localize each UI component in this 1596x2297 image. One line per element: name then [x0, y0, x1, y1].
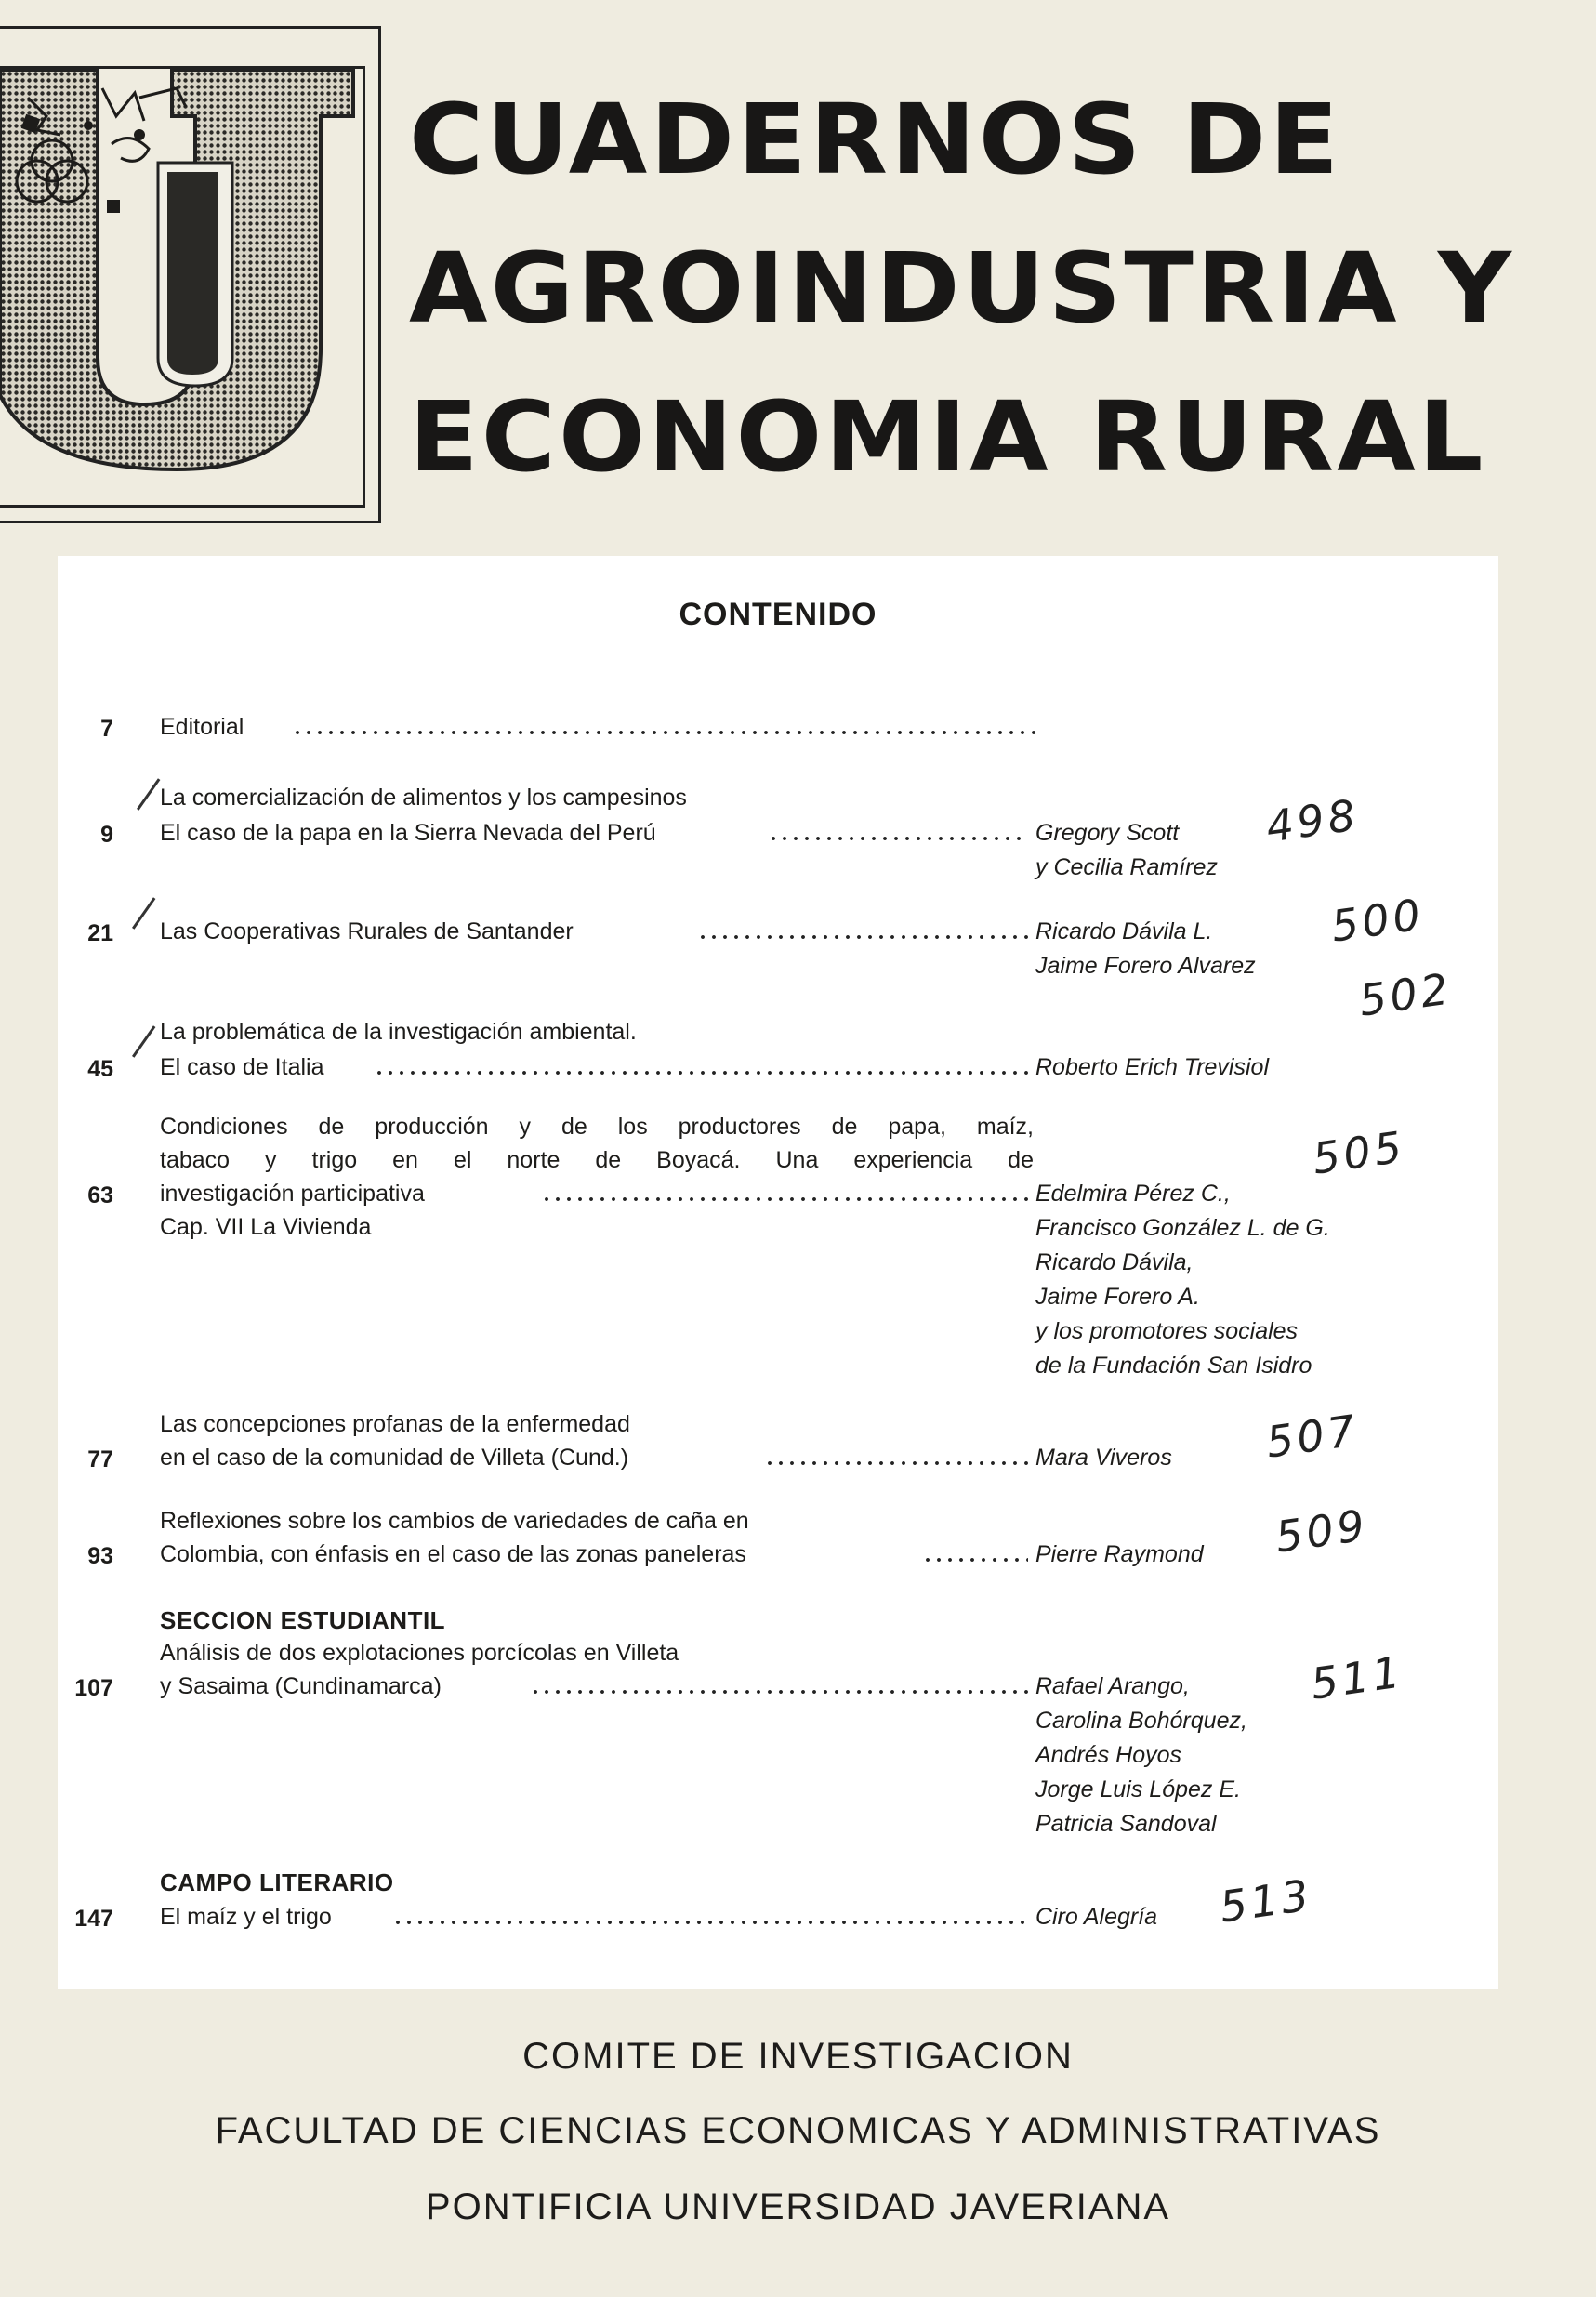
entry-title: La comercialización de alimentos y los campesinos [160, 785, 687, 811]
entry-author: Ciro Alegría [1035, 1904, 1158, 1930]
entry-title: El caso de Italia [160, 1054, 324, 1080]
dot-leader [768, 829, 1028, 848]
handwritten-number: 498 [1262, 789, 1363, 852]
section-heading: SECCION ESTUDIANTIL [160, 1606, 446, 1634]
entry-page-number: 77 [87, 1446, 113, 1472]
check-mark [132, 897, 155, 929]
entry-author: Gregory Scott [1035, 820, 1180, 846]
entry-title: Análisis de dos explotaciones porcícolas en Villeta [160, 1640, 679, 1666]
section-heading: CAMPO LITERARIO [160, 1868, 394, 1896]
entry-author: y Cecilia Ramírez [1035, 854, 1218, 880]
dot-leader [392, 1913, 1028, 1932]
entry-author: Ricardo Dávila, [1035, 1249, 1194, 1275]
entry-title: Las Cooperativas Rurales de Santander [160, 918, 574, 944]
entry-title: Editorial [160, 714, 244, 740]
entry-title: Reflexiones sobre los cambios de variedades de caña en [160, 1508, 749, 1534]
check-mark [132, 1025, 155, 1057]
handwritten-number: 513 [1216, 1869, 1316, 1933]
dot-leader [530, 1683, 1028, 1701]
journal-title [409, 65, 1596, 511]
entry-title: El maíz y el trigo [160, 1904, 332, 1930]
entry-author: Francisco González L. de G. [1035, 1215, 1330, 1241]
dot-leader [374, 1063, 1028, 1082]
dot-leader [922, 1551, 1028, 1569]
entry-author: de la Fundación San Isidro [1035, 1353, 1312, 1379]
entry-title: El caso de la papa en la Sierra Nevada del Perú [160, 820, 656, 846]
entry-author: Rafael Arango, [1035, 1673, 1190, 1699]
entry-page-number: 63 [87, 1182, 113, 1208]
entry-page-number: 21 [87, 920, 113, 946]
entry-author: Mara Viveros [1035, 1445, 1172, 1471]
entry-author: Jaime Forero A. [1035, 1284, 1200, 1310]
entry-author: Carolina Bohórquez, [1035, 1708, 1247, 1734]
entry-title: Condiciones de producción y de los productores de papa, maíz, [160, 1114, 1034, 1140]
entry-page-number: 9 [100, 822, 113, 848]
dot-leader [292, 723, 1043, 742]
handwritten-number: 505 [1309, 1121, 1409, 1184]
entry-page-number: 93 [87, 1543, 113, 1569]
entry-title: tabaco y trigo en el norte de Boyacá. Una experiencia de [160, 1147, 1034, 1173]
handwritten-number: 507 [1262, 1405, 1363, 1468]
faculty-name: FACULTAD DE CIENCIAS ECONOMICAS Y ADMINISTRATIVAS [215, 2110, 1381, 2151]
journal-title-line-3: ECONOMIA RURAL [409, 380, 1486, 494]
journal-title-line-2: AGROINDUSTRIA Y [409, 231, 1515, 345]
committee-name: COMITE DE INVESTIGACION [522, 2036, 1074, 2077]
handwritten-number: 509 [1272, 1499, 1372, 1563]
entry-author: Patricia Sandoval [1035, 1811, 1217, 1837]
entry-page-number: 45 [87, 1056, 113, 1082]
dot-leader [697, 928, 1028, 946]
check-mark [137, 778, 160, 810]
entry-author: Roberto Erich Trevisiol [1035, 1054, 1270, 1080]
entry-author: Edelmira Pérez C., [1035, 1181, 1231, 1207]
entry-title: Colombia, con énfasis en el caso de las zonas paneleras [160, 1541, 746, 1567]
university-name: PONTIFICIA UNIVERSIDAD JAVERIANA [425, 2186, 1171, 2227]
dot-leader [541, 1190, 1028, 1208]
handwritten-number: 502 [1355, 963, 1456, 1026]
dot-leader [764, 1454, 1028, 1472]
handwritten-number: 500 [1327, 889, 1428, 952]
entry-title: La problemática de la investigación ambiental. [160, 1019, 637, 1045]
entry-title: investigación participativa [160, 1181, 425, 1207]
journal-title-line-1: CUADERNOS DE [409, 83, 1342, 196]
table-of-contents [58, 556, 1498, 1989]
entry-title: y Sasaima (Cundinamarca) [160, 1673, 442, 1699]
entry-page-number: 107 [74, 1675, 113, 1701]
entry-author: Jorge Luis López E. [1035, 1776, 1241, 1802]
entry-title: Cap. VII La Vivienda [160, 1214, 372, 1240]
university-logo [0, 51, 390, 488]
entry-page-number: 147 [74, 1906, 113, 1932]
entry-author: Andrés Hoyos [1035, 1742, 1182, 1768]
entry-title: en el caso de la comunidad de Villeta (Cund.) [160, 1445, 629, 1471]
entry-page-number: 7 [100, 716, 113, 742]
handwritten-number: 511 [1307, 1646, 1407, 1710]
entry-author: Pierre Raymond [1035, 1541, 1204, 1567]
toc-heading: CONTENIDO [679, 597, 877, 632]
entry-title: Las concepciones profanas de la enfermedad [160, 1411, 630, 1437]
entry-author: y los promotores sociales [1035, 1318, 1299, 1344]
entry-author: Ricardo Dávila L. [1035, 918, 1213, 944]
entry-author: Jaime Forero Alvarez [1035, 953, 1256, 979]
